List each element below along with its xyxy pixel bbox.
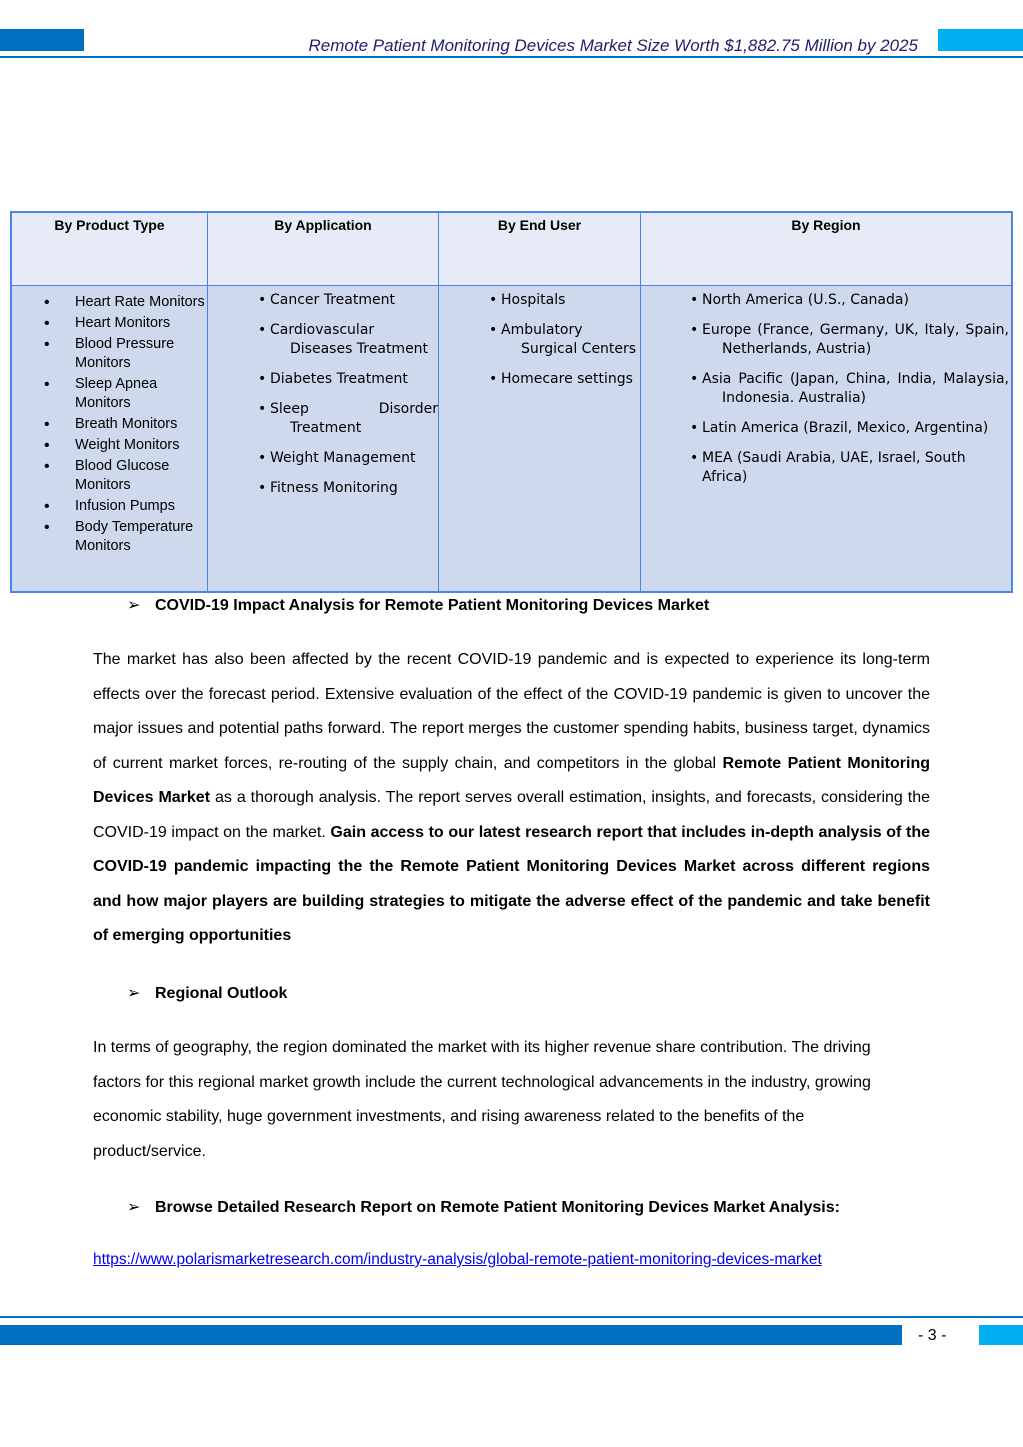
browse-heading: ➢ Browse Detailed Research Report on Remote Patient Monitoring Devices Market Analysis: [127,1199,840,1216]
table-header-row [11,212,1012,286]
header-accent-bar-right [938,29,1023,51]
covid-paragraph: The market has also been affected by the recent COVID-19 pandemic and is expected to experience its long-term effects over the forecast period. Extensive evaluation of the effect of the COVID-19 pandemic is given to uncover the major issues and potential paths forward. The report merges the customer spending habits, business target, dynamics of current market forces, re-routing of the supply chain, and competitors in the global Remote Patient Monitoring Devices Market as a thorough analysis. The report serves overall estimation, insights, and forecasts, considering the COVID-19 impact on the market. Gain access to our latest research report that includes in-depth analysis of the COVID-19 pandemic impacting the the Remote Patient Monitoring Devices Market across different regions and how major players are building strategies to mitigate the adverse effect of the pandemic and take benefit of emerging opportunities [93,651,931,944]
arrow-bullet-icon: ➢ [127,985,141,1002]
arrow-bullet-icon: ➢ [127,597,141,614]
segmentation-table [10,211,1013,593]
product-type-list [12,293,207,556]
list-item: • Weight Management [256,449,438,468]
header-end-user: By End User [439,212,641,286]
list-item: • Ambulatory Surgical Centers [487,321,640,359]
market-name-bold: Remote Patient Monitoring Devices Market [93,754,930,806]
footer-rule [0,1316,1023,1318]
list-item: • Cardiovascular Diseases Treatment [256,321,438,359]
end-user-cell [439,286,641,593]
list-item: • MEA (Saudi Arabia, UAE, Israel, South Africa) [688,449,1009,487]
covid-heading: ➢ COVID-19 Impact Analysis for Remote Patient Monitoring Devices Market [127,597,710,614]
header-region: By Region [641,212,1013,286]
list-item: • Hospitals [487,291,640,310]
table-body-row [11,286,1012,593]
arrow-bullet-icon: ➢ [127,1199,141,1216]
regional-heading: ➢ Regional Outlook [127,985,288,1002]
list-item: • Heart Monitors [12,314,207,333]
footer-accent-bar [0,1325,902,1345]
list-item: • Sleep Disorder Treatment [256,400,438,438]
report-link[interactable]: https://www.polarismarketresearch.com/industry-analysis/global-remote-patient-monitoring-devices-market [93,1251,822,1268]
list-item: • Body Temperature Monitors [12,518,207,556]
regional-paragraph: In terms of geography, the region dominated the market with its higher revenue share contribution. The driving factors for this regional market growth include the current technological advancements in the industry, growing economic stability, huge government investments, and rising awareness related to the benefits of the product/service. [93,1039,871,1160]
list-item: • Infusion Pumps [12,497,207,516]
list-item: • Sleep Apnea Monitors [12,375,207,413]
list-item: • Latin America (Brazil, Mexico, Argentina) [688,419,1009,438]
end-user-list [487,291,640,389]
list-item: • Fitness Monitoring [256,479,438,498]
list-item: • Homecare settings [487,370,640,389]
list-item: • Diabetes Treatment [256,370,438,389]
page-number: - 3 - [918,1327,947,1344]
list-item: • Asia Pacific (Japan, China, India, Malaysia, Indonesia. Australia) [688,370,1009,408]
header-rule [0,56,1023,58]
header-product-type: By Product Type [11,212,208,286]
covid-cta-bold: Gain access to our latest research report that includes in-depth analysis of the COVID-19 pandemic impacting the the Remote Patient Monitoring Devices Market across different regions and how major players are building strategies to mitigate the adverse effect of the pandemic and take benefit of emerging opportunities [93,823,931,944]
list-item: • Blood Pressure Monitors [12,335,207,373]
list-item: • Blood Glucose Monitors [12,457,207,495]
footer-accent-bar-right [979,1325,1023,1345]
product-type-cell [11,286,208,593]
list-item: • Weight Monitors [12,436,207,455]
list-item: • Breath Monitors [12,415,207,434]
list-item: • Cancer Treatment [256,291,438,310]
list-item: • North America (U.S., Canada) [688,291,1009,310]
header-application: By Application [208,212,439,286]
application-cell [208,286,439,593]
application-list [256,291,438,498]
header-title: Remote Patient Monitoring Devices Market Size Worth $1,882.75 Million by 2025 [308,36,918,55]
list-item: • Heart Rate Monitors [12,293,207,312]
region-list [688,291,1009,487]
region-cell [641,286,1013,593]
list-item: • Europe (France, Germany, UK, Italy, Spain, Netherlands, Austria) [688,321,1009,359]
